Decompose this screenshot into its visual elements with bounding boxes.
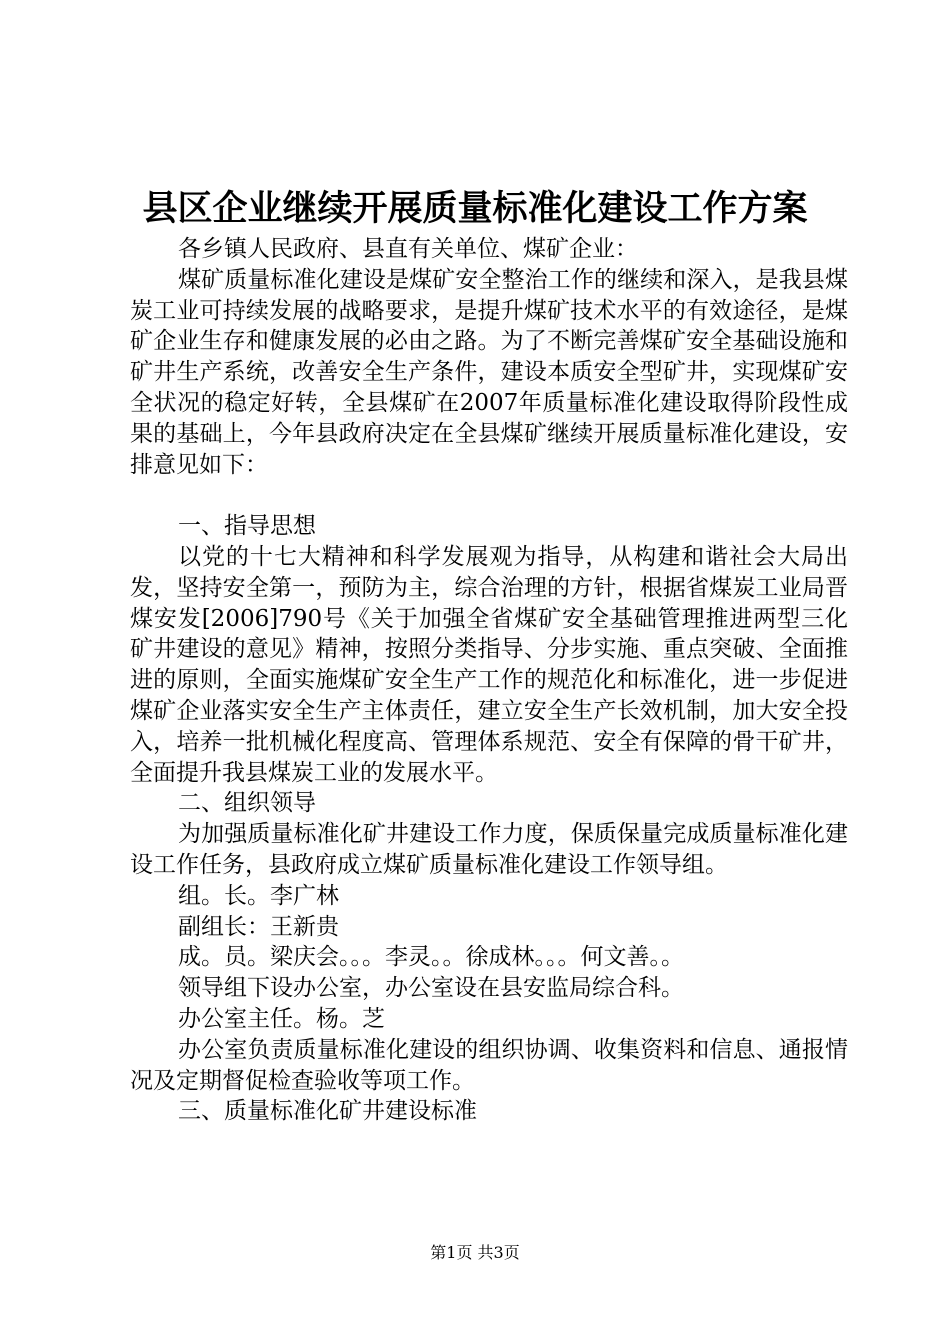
deputy-leader-line: 副组长：王新贵 bbox=[178, 913, 339, 940]
section-heading-1: 一、指导思想 bbox=[178, 513, 316, 540]
paragraph-gap bbox=[130, 480, 848, 511]
document-title: 县区企业继续开展质量标准化建设工作方案 bbox=[142, 188, 808, 229]
leader-line: 组。长。李广林 bbox=[178, 882, 339, 909]
intro-paragraph: 煤矿质量标准化建设是煤矿安全整治工作的继续和深入，是我县煤炭工业可持续发展的战略要求，是提升煤矿技术水平的有效途径，是煤矿企业生存和健康发展的必由之路。为了不断完善煤矿安全基础设施和矿井生产系统，改善安全生产条件，建设本质安全型矿井，实现煤矿安全状况的稳定好转，全县煤矿在2007年质量标准化建设取得阶段性成果的基础上，今年县政府决定在全县煤矿继续开展质量标准化建设，安排意见如下： bbox=[130, 266, 848, 478]
guiding-principle-paragraph: 以党的十七大精神和科学发展观为指导，从构建和谐社会大局出发，坚持安全第一，预防为主，综合治理的方针，根据省煤炭工业局晋煤安发[2006]790号《关于加强全省煤矿安全基础管理推进两型三化矿井建设的意见》精神，按照分类指导、分步实施、重点突破、全面推进的原则，全面实施煤矿安全生产工作的规范化和标准化，进一步促进煤矿企业落实安全生产主体责任，建立安全生产长效机制，加大安全投入，培养一批机械化程度高、管理体系规范、安全有保障的骨干矿井，全面提升我县煤炭工业的发展水平。 bbox=[130, 543, 848, 786]
office-duty-paragraph: 办公室负责质量标准化建设的组织协调、收集资料和信息、通报情况及定期督促检查验收等项工作。 bbox=[130, 1036, 848, 1094]
section-heading-2: 二、组织领导 bbox=[178, 790, 316, 817]
organization-paragraph: 为加强质量标准化矿井建设工作力度，保质保量完成质量标准化建设工作任务，县政府成立煤矿质量标准化建设工作领导组。 bbox=[130, 821, 848, 878]
section-heading-3: 三、质量标准化矿井建设标准 bbox=[178, 1098, 477, 1125]
office-line: 领导组下设办公室，办公室设在县安监局综合科。 bbox=[178, 975, 684, 1002]
document-body bbox=[130, 234, 848, 1127]
members-line: 成。员。梁庆会。。。李灵。。徐成林。。。何文善。。 bbox=[178, 944, 684, 971]
office-director-line: 办公室主任。杨。芝 bbox=[178, 1005, 385, 1032]
salutation: 各乡镇人民政府、县直有关单位、煤矿企业： bbox=[178, 236, 638, 262]
page-footer: 第1页 共3页 bbox=[430, 1243, 520, 1262]
